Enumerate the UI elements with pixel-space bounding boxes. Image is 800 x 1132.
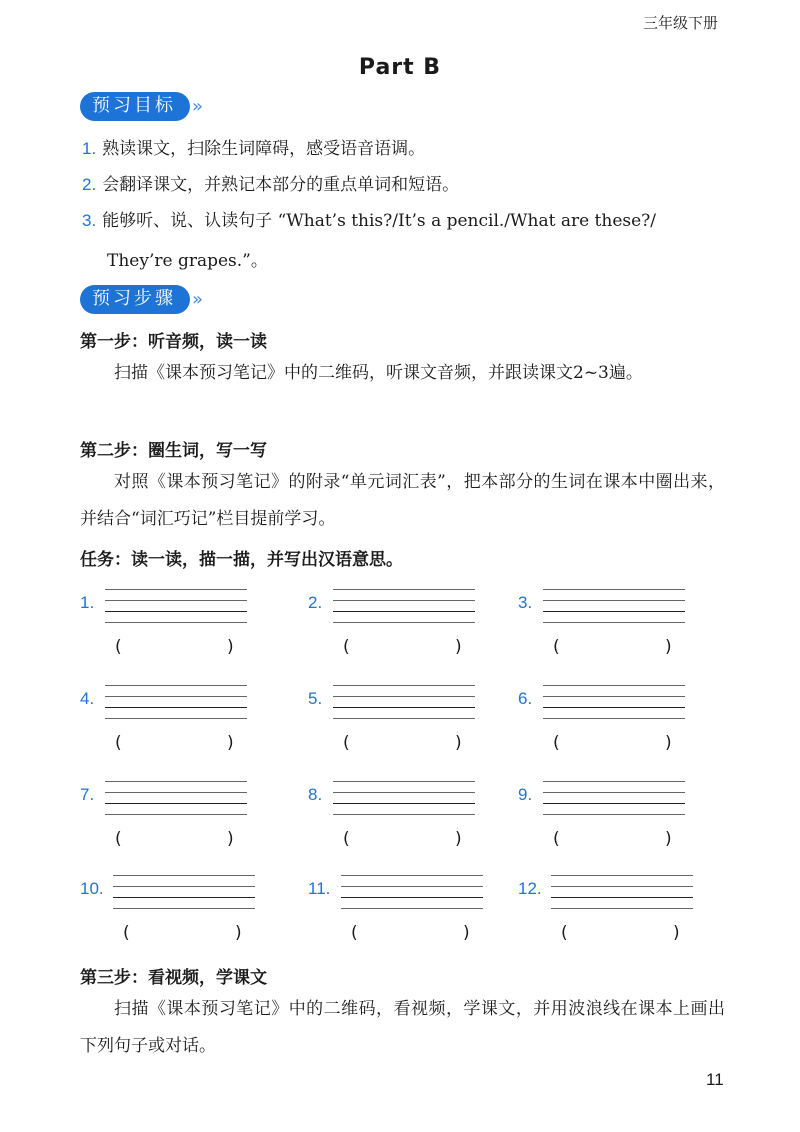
answer-paren-open: ( [343,733,350,753]
answer-paren-close: ) [463,923,470,943]
writing-guide-line [341,875,483,876]
writing-guide-line [333,685,475,686]
goal-item-2 [82,173,459,197]
writing-guide-line [105,781,247,782]
answer-paren-open: ( [351,923,358,943]
goal-number: 1. [82,139,97,158]
writing-guide-line [333,792,475,793]
goal-text: 会翻译课文，并熟记本部分的重点单词和短语。 [102,175,460,195]
exercise-item-number: 4. [80,689,95,708]
goals-section-header [80,92,200,121]
step-3-body: 扫描《课本预习笔记》中的二维码，看视频，学课文，并用波浪线在课本上画出下列句子或对话。 [80,999,725,1056]
answer-paren-close: ) [665,733,672,753]
writing-guide-line [333,611,475,612]
answer-paren-open: ( [553,829,560,849]
answer-paren-close: ) [455,733,462,753]
writing-guide-line [543,600,685,601]
writing-guide-line [105,696,247,697]
writing-guide-line [333,589,475,590]
writing-guide-line [333,707,475,708]
step-3-title: 第三步：看视频，学课文 [80,968,267,988]
step-2-body: 对照《课本预习笔记》的附录“单元词汇表”，把本部分的生词在课本中圈出来，并结合“词汇巧记”栏目提前学习。 [80,472,725,529]
answer-paren-open: ( [343,829,350,849]
answer-paren-open: ( [343,637,350,657]
writing-guide-line [105,589,247,590]
step-1-title: 第一步：听音频，读一读 [80,332,267,352]
answer-paren-close: ) [665,637,672,657]
answer-paren-open: ( [553,733,560,753]
exercise-item-number: 10. [80,879,104,898]
writing-guide-line [105,803,247,804]
exercise-item-number: 6. [518,689,533,708]
writing-guide-line [341,908,483,909]
answer-paren-close: ) [235,923,242,943]
writing-guide-line [105,814,247,815]
answer-paren-close: ) [665,829,672,849]
answer-paren-close: ) [455,829,462,849]
goal-number: 2. [82,175,97,194]
writing-guide-line [333,814,475,815]
goal-number: 3. [82,211,97,230]
goals-badge: 预习目标 [80,92,190,121]
exercise-item-number: 9. [518,785,533,804]
writing-guide-line [113,908,255,909]
writing-guide-line [105,792,247,793]
exercise-item-number: 8. [308,785,323,804]
chevron-right-icon: » [192,96,201,117]
writing-guide-line [341,886,483,887]
writing-guide-line [333,781,475,782]
answer-paren-open: ( [115,733,122,753]
writing-guide-line [543,589,685,590]
writing-guide-line [543,718,685,719]
answer-paren-close: ) [673,923,680,943]
writing-guide-line [551,908,693,909]
writing-guide-line [105,611,247,612]
steps-section-header [80,285,200,314]
writing-guide-line [113,897,255,898]
exercise-item-number: 12. [518,879,542,898]
answer-paren-close: ) [227,829,234,849]
writing-guide-line [333,696,475,697]
answer-paren-open: ( [553,637,560,657]
exercise-item-number: 11. [308,879,331,898]
writing-guide-line [551,875,693,876]
answer-paren-close: ) [455,637,462,657]
steps-badge: 预习步骤 [80,285,190,314]
exercise-item-number: 1. [80,593,95,612]
writing-guide-line [543,803,685,804]
writing-guide-line [543,814,685,815]
writing-guide-line [543,707,685,708]
answer-paren-open: ( [115,637,122,657]
writing-guide-line [543,781,685,782]
goal-text: 能够听、说、认读句子 “What’s this?/It’s a pencil./What are these?/ [102,211,657,231]
exercise-item-number: 5. [308,689,323,708]
writing-guide-line [105,685,247,686]
page-number: 11 [706,1070,724,1089]
answer-paren-close: ) [227,733,234,753]
goal-item-1 [82,137,425,161]
writing-guide-line [105,600,247,601]
writing-guide-line [543,622,685,623]
goal-item-3 [82,209,656,233]
answer-paren-open: ( [123,923,130,943]
exercise-item-number: 3. [518,593,533,612]
task-title: 任务：读一读，描一描，并写出汉语意思。 [80,550,403,570]
writing-guide-line [543,611,685,612]
writing-guide-line [333,803,475,804]
writing-guide-line [105,707,247,708]
writing-guide-line [551,886,693,887]
step-1-body: 扫描《课本预习笔记》中的二维码，听课文音频，并跟读课文2~3遍。 [114,363,643,383]
step-2-title: 第二步：圈生词，写一写 [80,441,267,461]
writing-guide-line [543,792,685,793]
writing-guide-line [543,685,685,686]
exercise-item-number: 2. [308,593,323,612]
writing-guide-line [105,622,247,623]
page-title: Part B [358,55,442,80]
goal-text: 熟读课文，扫除生词障碍，感受语音语调。 [102,139,426,159]
writing-guide-line [333,600,475,601]
writing-guide-line [333,718,475,719]
goal-item-3-continuation: They’re grapes.”。 [107,251,268,271]
writing-guide-line [113,886,255,887]
answer-paren-open: ( [115,829,122,849]
writing-guide-line [113,875,255,876]
writing-guide-line [333,622,475,623]
chevron-right-icon: » [192,289,201,310]
writing-guide-line [105,718,247,719]
exercise-item-number: 7. [80,785,95,804]
answer-paren-close: ) [227,637,234,657]
grade-label: 三年级下册 [643,14,719,32]
writing-guide-line [543,696,685,697]
writing-guide-line [341,897,483,898]
answer-paren-open: ( [561,923,568,943]
writing-guide-line [551,897,693,898]
